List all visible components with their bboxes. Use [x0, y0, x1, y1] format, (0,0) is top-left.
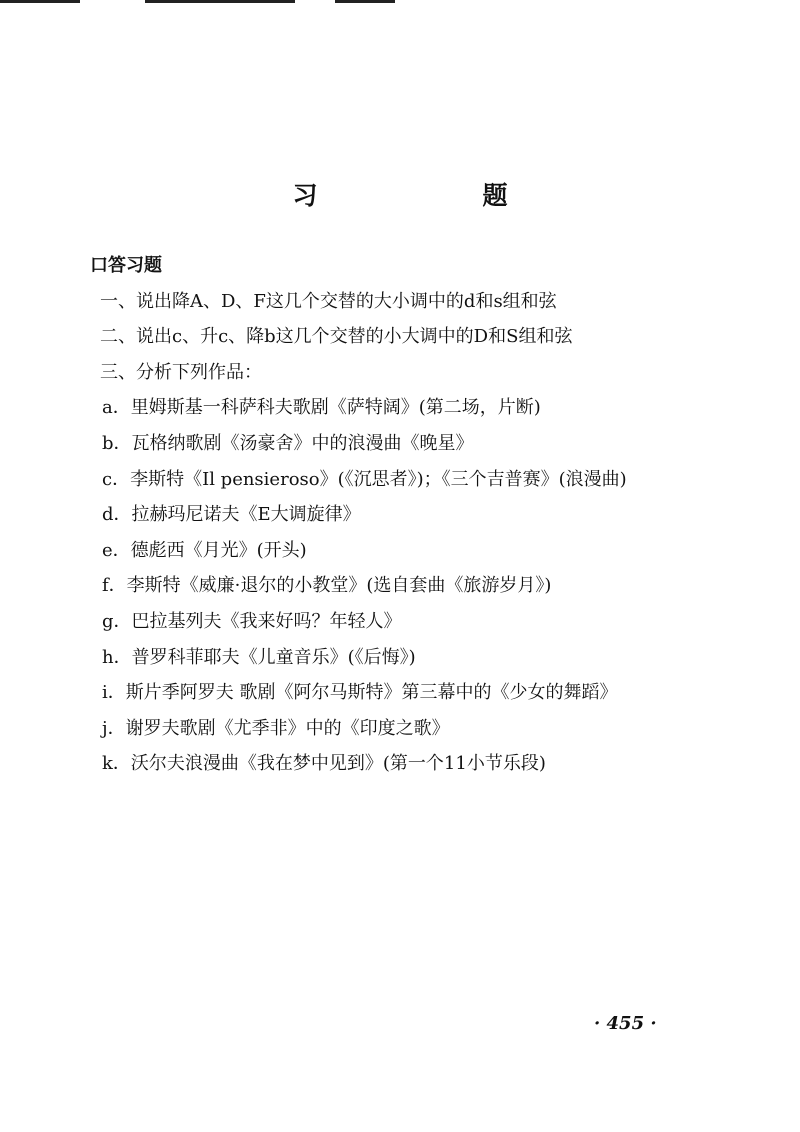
exercise-paragraph-2: 二、说出c、升c、降b这几个交替的小大调中的D和S组和弦 [100, 326, 573, 348]
list-item-j: j．谢罗夫歌剧《尤季非》中的《印度之歌》 [102, 717, 450, 739]
exercise-paragraph-1: 一、说出降A、D、F这几个交替的大小调中的d和s组和弦 [100, 290, 557, 312]
exercise-body [55, 248, 665, 782]
exercise-paragraph-3: 三、分析下列作品： [100, 361, 262, 383]
list-item-g: g．巴拉基列夫《我来好吗？年轻人》 [102, 610, 402, 632]
list-item-f: f．李斯特《威廉·退尔的小教堂》(选自套曲《旅游岁月》) [102, 575, 552, 597]
top-rule-left [0, 0, 80, 3]
list-item-b: b．瓦格纳歌剧《汤豪舍》中的浪漫曲《晚星》 [102, 432, 474, 454]
top-rule-middle [145, 0, 295, 3]
list-item-i: i．斯片季阿罗夫 歌剧《阿尔马斯特》第三幕中的《少女的舞蹈》 [102, 682, 618, 704]
page-number: · 455 · [594, 1013, 657, 1034]
list-item-h: h．普罗科菲耶夫《儿童音乐》(《后悔》) [102, 646, 416, 668]
section-heading: 口答习题 [90, 255, 162, 276]
list-item-e: e．德彪西《月光》(开头) [102, 539, 307, 561]
list-item-c: c．李斯特《Il pensieroso》(《沉思者》)；《三个吉普赛》(浪漫曲) [102, 468, 627, 490]
list-item-d: d．拉赫玛尼诺夫《E大调旋律》 [102, 504, 361, 526]
list-item-k: k．沃尔夫浪漫曲《我在梦中见到》(第一个11小节乐段) [102, 753, 546, 775]
page-title: 习 题 [292, 181, 578, 210]
top-rule-right [335, 0, 395, 3]
list-item-a: a．里姆斯基一科萨科夫歌剧《萨特阔》(第二场，片断) [102, 397, 541, 419]
